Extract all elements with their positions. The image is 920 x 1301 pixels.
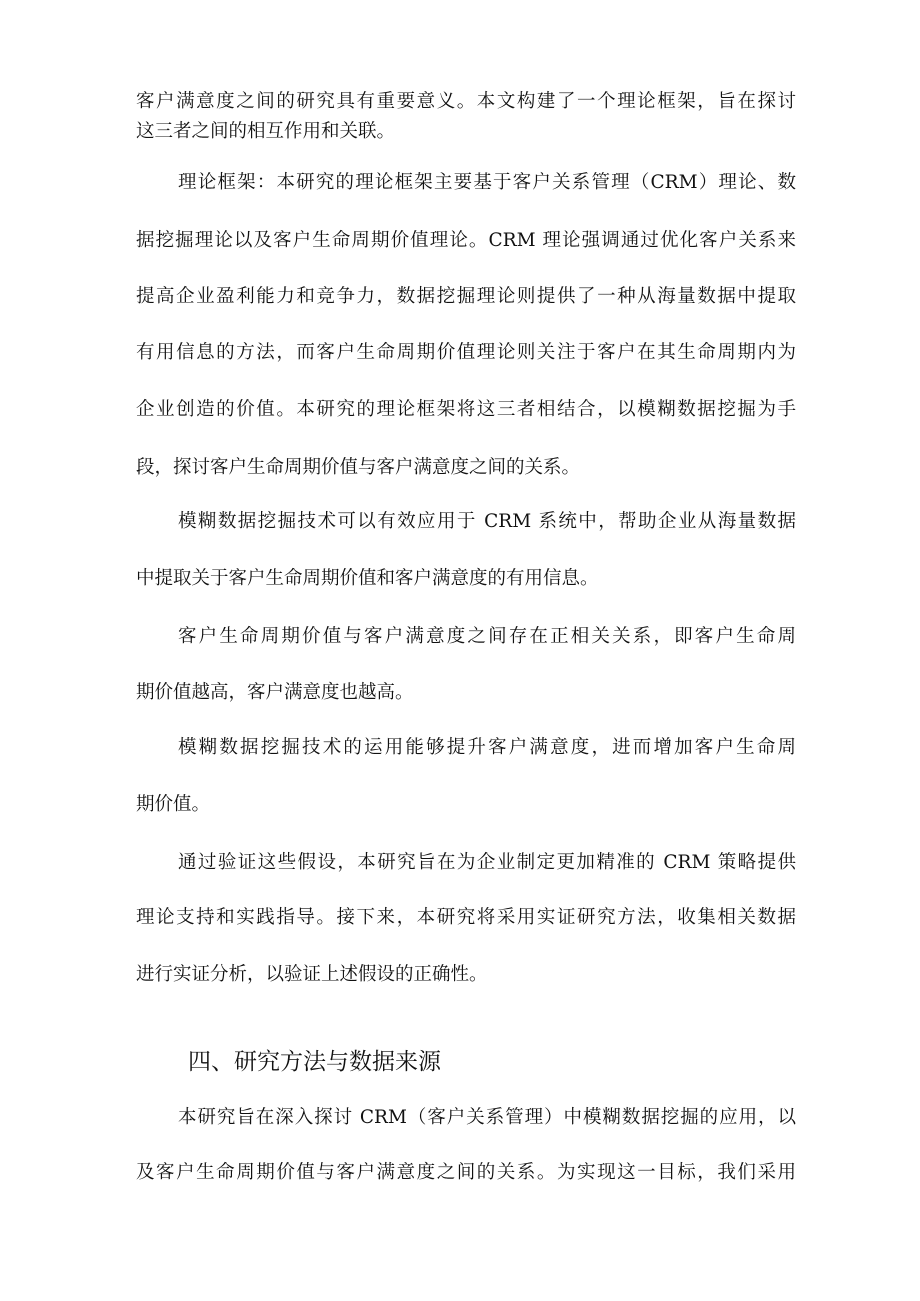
- paragraph-line: 模糊数据挖掘技术可以有效应用于 CRM 系统中，帮助企业从海量数据: [178, 511, 796, 532]
- paragraph-line: 通过验证这些假设，本研究旨在为企业制定更加精准的 CRM 策略提供: [178, 852, 796, 873]
- paragraph-line: 期价值越高，客户满意度也越高。: [136, 682, 414, 703]
- paragraph-line: 段，探讨客户生命周期价值与客户满意度之间的关系。: [136, 457, 581, 478]
- paragraph-line: 及客户生命周期价值与客户满意度之间的关系。为实现这一目标，我们采用: [136, 1162, 796, 1183]
- paragraph-line: 理论框架：本研究的理论框架主要基于客户关系管理（CRM）理论、数: [178, 172, 796, 193]
- paragraph-line: 期价值。: [136, 794, 211, 815]
- paragraph-line: 中提取关于客户生命周期价值和客户满意度的有用信息。: [136, 568, 599, 589]
- paragraph-line: 企业创造的价值。本研究的理论框架将这三者相结合，以模糊数据挖掘为手: [136, 399, 796, 420]
- paragraph-line: 提高企业盈利能力和竞争力，数据挖掘理论则提供了一种从海量数据中提取: [136, 286, 796, 307]
- paragraph-line: 模糊数据挖掘技术的运用能够提升客户满意度，进而增加客户生命周: [178, 737, 796, 758]
- paragraph-line: 客户满意度之间的研究具有重要意义。本文构建了一个理论框架，旨在探讨: [136, 91, 796, 112]
- paragraph-line: 理论支持和实践指导。接下来，本研究将采用实证研究方法，收集相关数据: [136, 907, 796, 928]
- paragraph-line: 进行实证分析，以验证上述假设的正确性。: [136, 964, 488, 985]
- paragraph-line: 据挖掘理论以及客户生命周期价值理论。CRM 理论强调通过优化客户关系来: [136, 230, 796, 251]
- paragraph-line: 客户生命周期价值与客户满意度之间存在正相关关系，即客户生命周: [178, 626, 796, 647]
- section-heading: 四、研究方法与数据来源: [188, 1049, 441, 1075]
- paragraph-line: 有用信息的方法，而客户生命周期价值理论则关注于客户在其生命周期内为: [136, 342, 796, 363]
- paragraph-line: 这三者之间的相互作用和关联。: [136, 121, 396, 142]
- paragraph-line: 本研究旨在深入探讨 CRM（客户关系管理）中模糊数据挖掘的应用，以: [178, 1107, 796, 1128]
